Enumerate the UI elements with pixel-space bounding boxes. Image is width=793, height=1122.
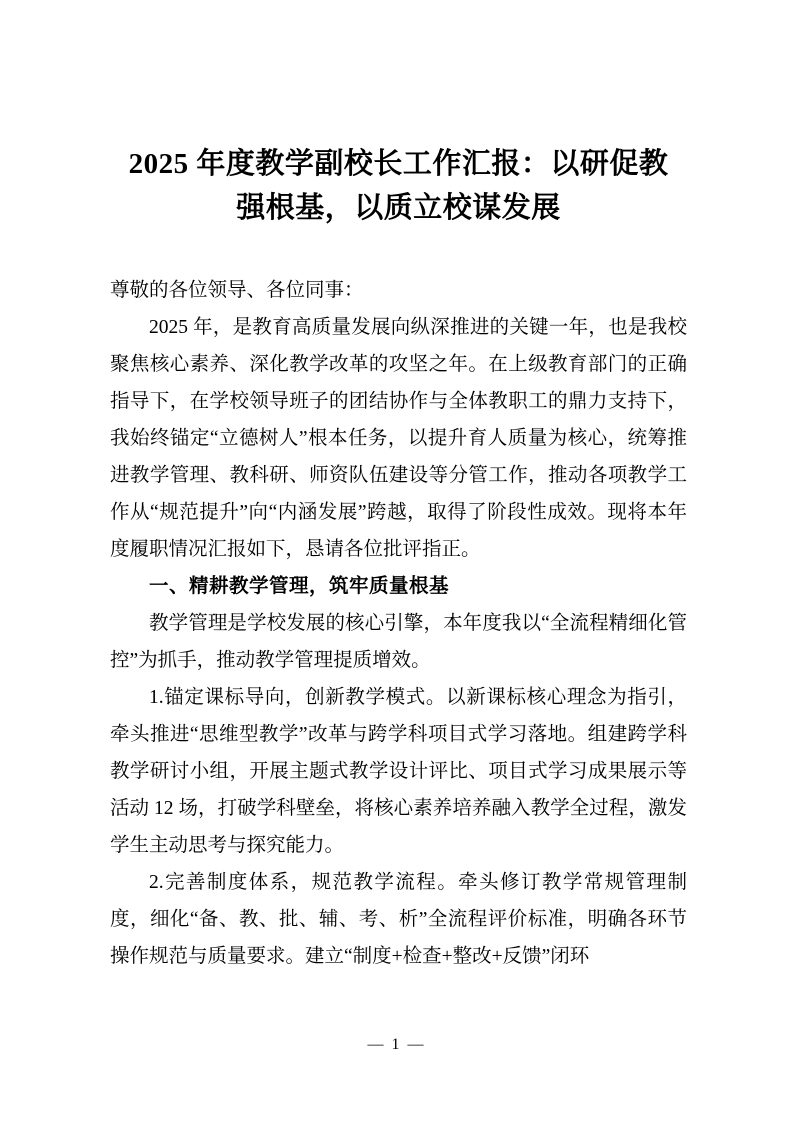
title-line-2: 强根基，以质立校谋发展: [236, 192, 561, 224]
title-line-1: 2025 年度教学副校长工作汇报：以研促教: [128, 148, 669, 180]
paragraph: 2.完善制度体系，规范教学流程。牵头修订教学常规管理制度，细化“备、教、批、辅、考、析”全流程评价标准，明确各环节操作规范与质量要求。建立“制度+检查+整改+反馈”闭环: [110, 872, 687, 967]
section-heading: 一、精耕教学管理，筑牢质量根基: [149, 575, 450, 597]
paragraph: 2025 年，是教育高质量发展向纵深推进的关键一年，也是我校聚焦核心素养、深化教学改革的攻坚之年。在上级教育部门的正确指导下，在学校领导班子的团结协作与全体教职工的鼎力支持下，我始终锚定“立德树人”根本任务，以提升育人质量为核心，统筹推进教学管理、教科研、师资队伍建设等分管工作，推动各项教学工作从“规范提升”向“内涵发展”跨越，取得了阶段性成效。现将本年度履职情况汇报如下，恳请各位批评指正。: [110, 317, 687, 560]
document-body: [110, 272, 687, 975]
paragraph: 1.锚定课标导向，创新教学模式。以新课标核心理念为指引，牵头推进“思维型教学”改革与跨学科项目式学习落地。组建跨学科教学研讨小组，开展主题式教学设计评比、项目式学习成果展示等活动 12 场，打破学科壁垒，将核心素养培养融入教学全过程，激发学生主动思考与探究能力。: [110, 687, 687, 856]
paragraph: 尊敬的各位领导、各位同事：: [110, 280, 364, 301]
page-number: — 1 —: [367, 1036, 426, 1053]
paragraph: 教学管理是学校发展的核心引擎，本年度我以“全流程精细化管控”为抓手，推动教学管理提质增效。: [110, 613, 687, 671]
page-footer: [0, 1036, 793, 1054]
document-title: [110, 142, 687, 230]
document-content: [110, 142, 687, 975]
